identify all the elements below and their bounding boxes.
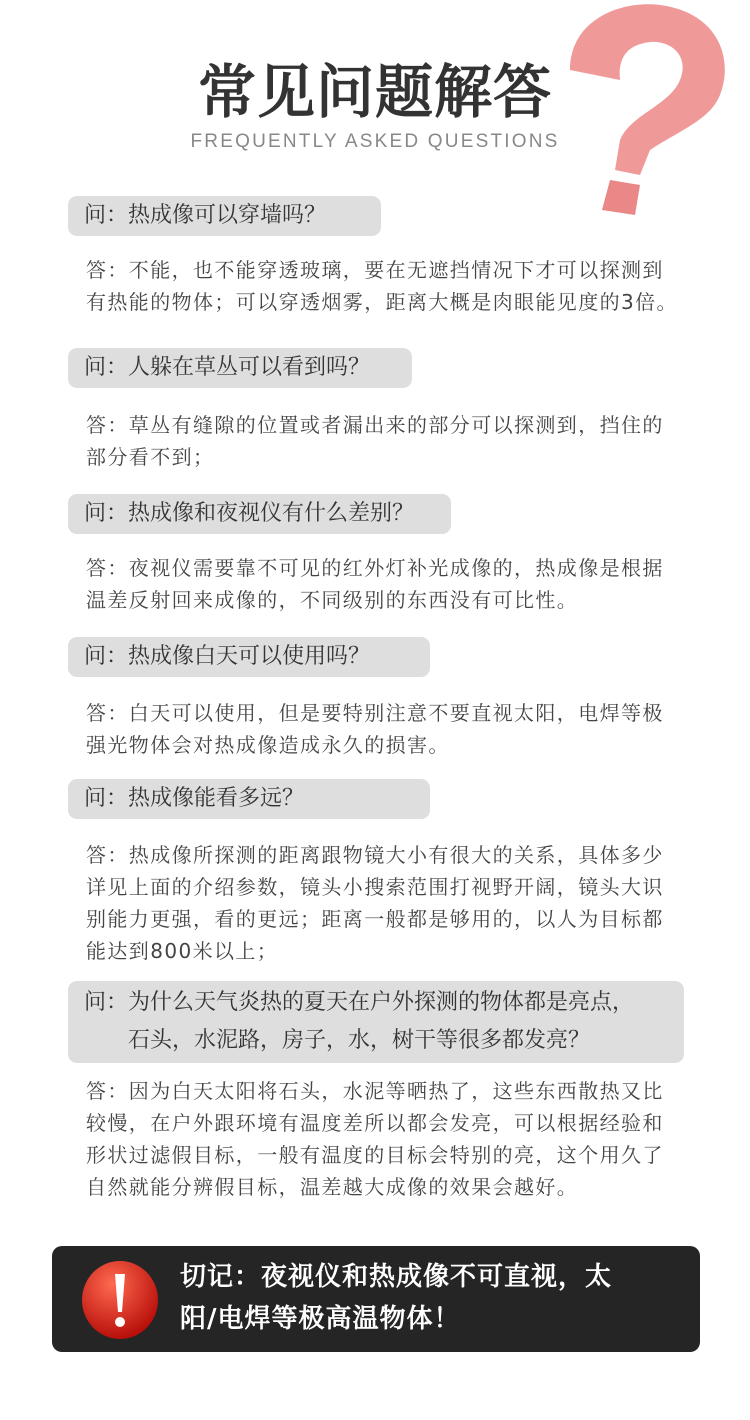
question-text: 问：热成像能看多远？ bbox=[84, 786, 305, 811]
answer-line: 答：热成像所探测的距离跟物镜大小有很大的关系，具体多少 bbox=[86, 843, 664, 867]
answer-line: 强光物体会对热成像造成永久的损害。 bbox=[86, 733, 450, 757]
faq-question bbox=[68, 779, 430, 819]
faq-question bbox=[68, 196, 381, 236]
faq-question bbox=[68, 981, 684, 1063]
faq-question bbox=[68, 348, 412, 388]
answer-line: 答：白天可以使用，但是要特别注意不要直视太阳，电焊等极 bbox=[86, 701, 664, 725]
faq-answer bbox=[86, 839, 664, 967]
warning-text bbox=[180, 1256, 612, 1340]
answer-line: 形状过滤假目标，一般有温度的目标会特别的亮，这个用久了 bbox=[86, 1143, 664, 1167]
answer-line: 部分看不到； bbox=[86, 445, 215, 469]
question-text: 问：为什么天气炎热的夏天在户外探测的物体都是亮点， bbox=[84, 990, 635, 1015]
question-text: 问：热成像可以穿墙吗？ bbox=[84, 203, 327, 228]
question-text: 问：热成像和夜视仪有什么差别？ bbox=[84, 501, 415, 526]
answer-line: 答：因为白天太阳将石头，水泥等晒热了，这些东西散热又比 bbox=[86, 1079, 664, 1103]
warning-line: 切记：夜视仪和热成像不可直视，太 bbox=[180, 1262, 613, 1292]
answer-line: 较慢，在户外跟环境有温度差所以都会发亮，可以根据经验和 bbox=[86, 1111, 664, 1135]
answer-line: 有热能的物体；可以穿透烟雾，距离大概是肉眼能见度的3倍。 bbox=[86, 290, 678, 314]
answer-line: 能达到800米以上； bbox=[86, 939, 279, 963]
question-text: 问：热成像白天可以使用吗？ bbox=[84, 644, 371, 669]
faq-answer bbox=[86, 552, 664, 616]
answer-line: 详见上面的介绍参数，镜头小搜索范围打视野开阔，镜头大识 bbox=[86, 875, 664, 899]
question-text: 问：人躲在草丛可以看到吗？ bbox=[84, 355, 371, 380]
faq-question bbox=[68, 637, 430, 677]
faq-answer bbox=[86, 697, 664, 761]
faq-answer bbox=[86, 254, 678, 318]
answer-line: 答：不能，也不能穿透玻璃，要在无遮挡情况下才可以探测到 bbox=[86, 258, 664, 282]
answer-line: 别能力更强，看的更远；距离一般都是够用的，以人为目标都 bbox=[86, 907, 664, 931]
faq-answer bbox=[86, 1075, 664, 1203]
warning-banner bbox=[52, 1246, 700, 1352]
faq-question bbox=[68, 494, 451, 534]
page-title: 常见问题解答 bbox=[197, 58, 552, 126]
answer-line: 答：夜视仪需要靠不可见的红外灯补光成像的，热成像是根据 bbox=[86, 556, 664, 580]
answer-line: 自然就能分辨假目标，温差越大成像的效果会越好。 bbox=[86, 1175, 579, 1199]
faq-answer bbox=[86, 409, 664, 473]
warning-line: 阳/电焊等极高温物体！ bbox=[180, 1304, 461, 1334]
question-text: 石头，水泥路，房子，水，树干等很多都发亮？ bbox=[84, 1028, 591, 1053]
answer-line: 温差反射回来成像的，不同级别的东西没有可比性。 bbox=[86, 588, 579, 612]
page-subtitle: FREQUENTLY ASKED QUESTIONS bbox=[190, 131, 560, 152]
answer-line: 答：草丛有缝隙的位置或者漏出来的部分可以探测到，挡住的 bbox=[86, 413, 664, 437]
exclamation-icon bbox=[80, 1260, 160, 1340]
